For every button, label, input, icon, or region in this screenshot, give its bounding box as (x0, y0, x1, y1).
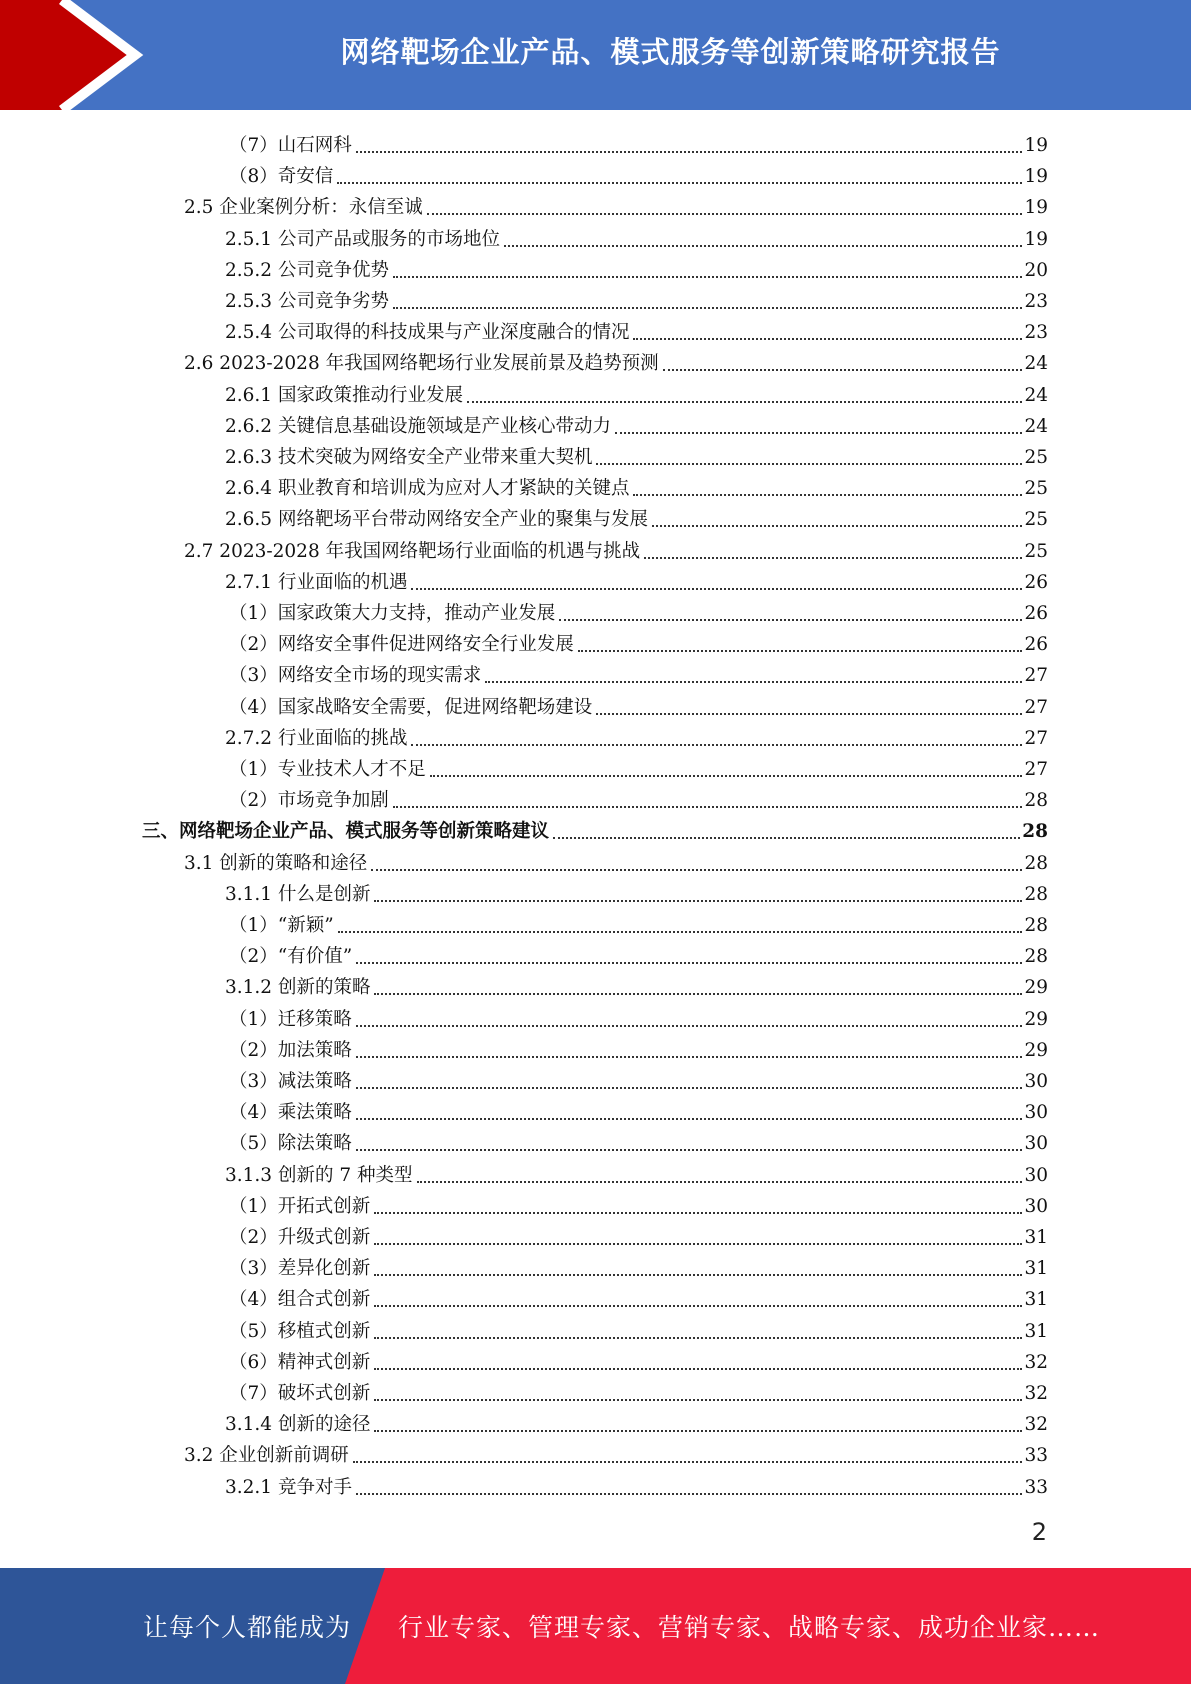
toc-entry[interactable] (142, 813, 1048, 844)
toc-dot-leader (374, 1430, 1022, 1432)
toc-entry-page: 23 (1024, 322, 1048, 344)
toc-entry[interactable] (229, 1313, 1048, 1344)
toc-entry-page: 28 (1024, 852, 1048, 874)
toc-entry-title: （4）乘法策略 (229, 1102, 352, 1124)
toc-entry[interactable] (225, 1469, 1048, 1500)
page-number: 2 (1031, 1518, 1047, 1546)
toc-entry[interactable] (225, 564, 1048, 595)
toc-entry-title: （2）网络安全事件促进网络安全行业发展 (229, 634, 574, 656)
toc-entry[interactable] (229, 1001, 1048, 1032)
toc-entry-page: 26 (1024, 571, 1048, 593)
toc-dot-leader (467, 401, 1022, 403)
toc-entry[interactable] (225, 314, 1048, 345)
toc-entry[interactable] (225, 439, 1048, 470)
toc-entry-page: 20 (1024, 259, 1048, 281)
toc-entry[interactable] (225, 221, 1048, 252)
toc-entry-page: 24 (1024, 353, 1048, 375)
toc-entry-page: 31 (1024, 1258, 1048, 1280)
toc-entry-page: 29 (1024, 1008, 1048, 1030)
toc-entry-page: 28 (1024, 883, 1048, 905)
toc-entry[interactable] (229, 1219, 1048, 1250)
toc-dot-leader (411, 744, 1022, 746)
toc-entry-page: 25 (1024, 540, 1048, 562)
toc-entry-page: 31 (1024, 1227, 1048, 1248)
toc-entry[interactable] (229, 938, 1048, 969)
toc-dot-leader (374, 1305, 1022, 1307)
toc-entry-page: 19 (1024, 228, 1048, 250)
toc-entry-title: 2.6.1 国家政策推动行业发展 (225, 384, 463, 406)
toc-entry-title: （5）除法策略 (229, 1133, 352, 1155)
toc-entry-page: 25 (1024, 509, 1048, 531)
toc-entry[interactable] (225, 501, 1048, 532)
toc-entry-page: 28 (1024, 915, 1048, 936)
toc-dot-leader (578, 650, 1023, 652)
toc-entry[interactable] (184, 845, 1048, 876)
toc-entry-page: 23 (1024, 291, 1048, 312)
toc-entry-page: 30 (1024, 1133, 1048, 1155)
toc-entry-page: 25 (1024, 447, 1048, 468)
toc-dot-leader (633, 494, 1022, 496)
toc-entry[interactable] (229, 657, 1048, 688)
toc-entry-page: 30 (1024, 1071, 1048, 1092)
toc-entry[interactable] (229, 1250, 1048, 1281)
toc-entry-title: （1）“新颖” (229, 915, 334, 936)
toc-dot-leader (652, 525, 1022, 527)
toc-entry-title: 3.2 企业创新前调研 (184, 1445, 349, 1467)
toc-dot-leader (596, 713, 1022, 715)
toc-entry-page: 26 (1024, 634, 1048, 656)
toc-entry[interactable] (229, 1344, 1048, 1375)
toc-entry[interactable] (229, 1281, 1048, 1312)
header-arrow-decoration (0, 0, 160, 110)
toc-entry-page: 33 (1024, 1476, 1048, 1498)
toc-entry-page: 28 (1022, 821, 1048, 843)
toc-dot-leader (644, 557, 1022, 559)
toc-entry[interactable] (225, 252, 1048, 283)
toc-entry-page: 27 (1024, 696, 1048, 718)
toc-entry-page: 27 (1024, 665, 1048, 687)
toc-entry[interactable] (229, 1125, 1048, 1156)
toc-entry-title: （1）专业技术人才不足 (229, 759, 426, 780)
toc-entry[interactable] (229, 1094, 1048, 1125)
toc-entry-page: 32 (1024, 1383, 1048, 1404)
toc-entry[interactable] (225, 720, 1048, 751)
toc-dot-leader (596, 463, 1022, 465)
toc-entry-page: 31 (1024, 1320, 1048, 1342)
toc-entry-page: 24 (1024, 384, 1048, 406)
toc-entry-page: 30 (1024, 1164, 1048, 1186)
toc-dot-leader (427, 213, 1023, 215)
toc-entry[interactable] (225, 969, 1048, 1000)
toc-entry[interactable] (225, 283, 1048, 314)
toc-entry[interactable] (229, 1063, 1048, 1094)
toc-entry-title: （5）移植式创新 (229, 1320, 371, 1342)
page-header (0, 0, 1191, 110)
toc-entry[interactable] (225, 876, 1048, 907)
toc-entry-title: 2.6.2 关键信息基础设施领域是产业核心带动力 (225, 415, 611, 437)
toc-entry-title: 2.6.4 职业教育和培训成为应对人才紧缺的关键点 (225, 478, 630, 500)
toc-entry-page: 25 (1024, 478, 1048, 500)
toc-entry-title: （7）山石网科 (229, 135, 352, 156)
toc-dot-leader (374, 1274, 1022, 1276)
toc-entry-page: 32 (1024, 1351, 1048, 1373)
toc-entry[interactable] (229, 751, 1048, 782)
toc-entry[interactable] (184, 1437, 1048, 1468)
toc-dot-leader (504, 245, 1022, 247)
toc-entry-title: 2.5.3 公司竞争劣势 (225, 291, 389, 312)
toc-dot-leader (374, 900, 1022, 902)
toc-entry-page: 26 (1024, 603, 1048, 624)
toc-dot-leader (374, 1212, 1022, 1214)
toc-entry-title: （2）“有价值” (229, 946, 353, 968)
page-footer (0, 1568, 1191, 1684)
toc-entry-page: 19 (1024, 166, 1048, 188)
toc-entry-title: 2.5 企业案例分析：永信至诚 (184, 197, 423, 219)
toc-entry-title: 3.2.1 竞争对手 (225, 1476, 352, 1498)
toc-dot-leader (374, 993, 1022, 995)
toc-entry[interactable] (229, 626, 1048, 657)
toc-entry-page: 30 (1024, 1102, 1048, 1124)
toc-entry-page: 19 (1024, 197, 1048, 219)
toc-entry-page: 28 (1024, 946, 1048, 968)
toc-entry[interactable] (229, 907, 1048, 938)
toc-entry-title: 2.7.1 行业面临的机遇 (225, 571, 408, 593)
toc-entry-page: 30 (1024, 1195, 1048, 1217)
toc-dot-leader (393, 806, 1023, 808)
toc-entry-title: 2.6 2023-2028 年我国网络靶场行业发展前景及趋势预测 (184, 353, 659, 375)
footer-slogan-left: 让每个人都能成为 (143, 1613, 352, 1642)
toc-dot-leader (374, 1399, 1022, 1401)
toc-dot-leader (356, 1493, 1023, 1495)
toc-entry-page: 33 (1024, 1445, 1048, 1467)
footer-slogan-right: 行业专家、管理专家、营销专家、战略专家、成功企业家…… (398, 1613, 1101, 1642)
toc-entry-title: （4）国家战略安全需要，促进网络靶场建设 (229, 696, 593, 718)
toc-entry-title: （3）差异化创新 (229, 1258, 371, 1280)
toc-entry-title: 3.1.2 创新的策略 (225, 977, 371, 999)
toc-entry-title: （2）市场竞争加剧 (229, 790, 389, 812)
toc-dot-leader (374, 1337, 1022, 1339)
toc-entry[interactable] (229, 689, 1048, 720)
toc-dot-leader (374, 1368, 1022, 1370)
toc-entry-title: 2.7 2023-2028 年我国网络靶场行业面临的机遇与挑战 (184, 540, 641, 562)
toc-entry[interactable] (229, 782, 1048, 813)
toc-entry[interactable] (184, 189, 1048, 220)
toc-entry[interactable] (229, 1375, 1048, 1406)
toc-entry-title: 三、网络靶场企业产品、模式服务等创新策略建议 (142, 821, 550, 843)
toc-dot-leader (356, 1149, 1023, 1151)
toc-entry-title: （1）开拓式创新 (229, 1195, 371, 1217)
toc-dot-leader (356, 1118, 1023, 1120)
toc-entry[interactable] (229, 1032, 1048, 1063)
toc-dot-leader (663, 369, 1023, 371)
toc-entry[interactable] (225, 1406, 1048, 1437)
toc-entry-title: （2）加法策略 (229, 1039, 352, 1061)
toc-dot-leader (393, 276, 1022, 278)
toc-dot-leader (430, 775, 1023, 777)
toc-entry[interactable] (225, 377, 1048, 408)
toc-entry[interactable] (229, 127, 1048, 158)
toc-dot-leader (371, 869, 1022, 871)
toc-dot-leader (374, 1243, 1022, 1245)
toc-entry-title: 2.6.5 网络靶场平台带动网络安全产业的聚集与发展 (225, 509, 648, 531)
toc-dot-leader (553, 837, 1020, 839)
toc-entry-title: 3.1 创新的策略和途径 (184, 852, 368, 874)
toc-entry-title: （1）国家政策大力支持，推动产业发展 (229, 603, 556, 624)
toc-entry[interactable] (184, 533, 1048, 564)
toc-dot-leader (615, 432, 1022, 434)
toc-entry[interactable] (225, 1157, 1048, 1188)
toc-entry-title: （2）升级式创新 (229, 1227, 371, 1248)
toc-entry-title: （7）破坏式创新 (229, 1383, 371, 1404)
toc-dot-leader (417, 1181, 1023, 1183)
toc-dot-leader (633, 338, 1022, 340)
toc-entry-page: 27 (1024, 759, 1048, 780)
document-title: 网络靶场企业产品、模式服务等创新策略研究报告 (340, 34, 1001, 69)
toc-dot-leader (356, 1025, 1023, 1027)
toc-entry-page: 31 (1024, 1289, 1048, 1311)
toc-dot-leader (393, 307, 1022, 309)
toc-dot-leader (356, 1056, 1023, 1058)
toc-entry-title: 2.7.2 行业面临的挑战 (225, 727, 408, 749)
toc-entry[interactable] (229, 158, 1048, 189)
toc-entry-page: 19 (1024, 135, 1048, 156)
toc-entry-page: 29 (1024, 1039, 1048, 1061)
toc-entry-title: （6）精神式创新 (229, 1351, 371, 1373)
toc-dot-leader (356, 1087, 1023, 1089)
toc-entry-title: 2.5.1 公司产品或服务的市场地位 (225, 228, 500, 250)
toc-dot-leader (338, 931, 1023, 933)
toc-dot-leader (356, 151, 1023, 153)
toc-entry[interactable] (184, 345, 1048, 376)
toc-entry-title: 2.5.4 公司取得的科技成果与产业深度融合的情况 (225, 322, 630, 344)
toc-entry[interactable] (225, 408, 1048, 439)
toc-dot-leader (485, 681, 1022, 683)
toc-entry[interactable] (225, 470, 1048, 501)
toc-entry-title: 3.1.4 创新的途径 (225, 1414, 371, 1436)
toc-entry-page: 24 (1024, 415, 1048, 437)
toc-entry-title: 2.5.2 公司竞争优势 (225, 259, 389, 281)
toc-entry-page: 29 (1024, 977, 1048, 999)
toc-dot-leader (356, 962, 1022, 964)
toc-entry-title: 3.1.3 创新的 7 种类型 (225, 1164, 413, 1186)
toc-entry-title: 3.1.1 什么是创新 (225, 883, 371, 905)
toc-entry[interactable] (229, 1188, 1048, 1219)
toc-entry-title: （4）组合式创新 (229, 1289, 371, 1311)
toc-entry-title: 2.6.3 技术突破为网络安全产业带来重大契机 (225, 447, 593, 468)
toc-entry[interactable] (229, 595, 1048, 626)
toc-entry-title: （3）网络安全市场的现实需求 (229, 665, 482, 687)
toc-dot-leader (411, 588, 1022, 590)
toc-entry-page: 27 (1024, 727, 1048, 749)
toc-entry-title: （8）奇安信 (229, 166, 334, 188)
toc-entry-title: （1）迁移策略 (229, 1008, 352, 1030)
toc-entry-title: （3）减法策略 (229, 1071, 352, 1092)
toc-dot-leader (559, 619, 1022, 621)
toc-entry-page: 28 (1024, 790, 1048, 812)
toc-dot-leader (337, 182, 1022, 184)
toc-entry-page: 32 (1024, 1414, 1048, 1436)
toc-dot-leader (353, 1461, 1023, 1463)
